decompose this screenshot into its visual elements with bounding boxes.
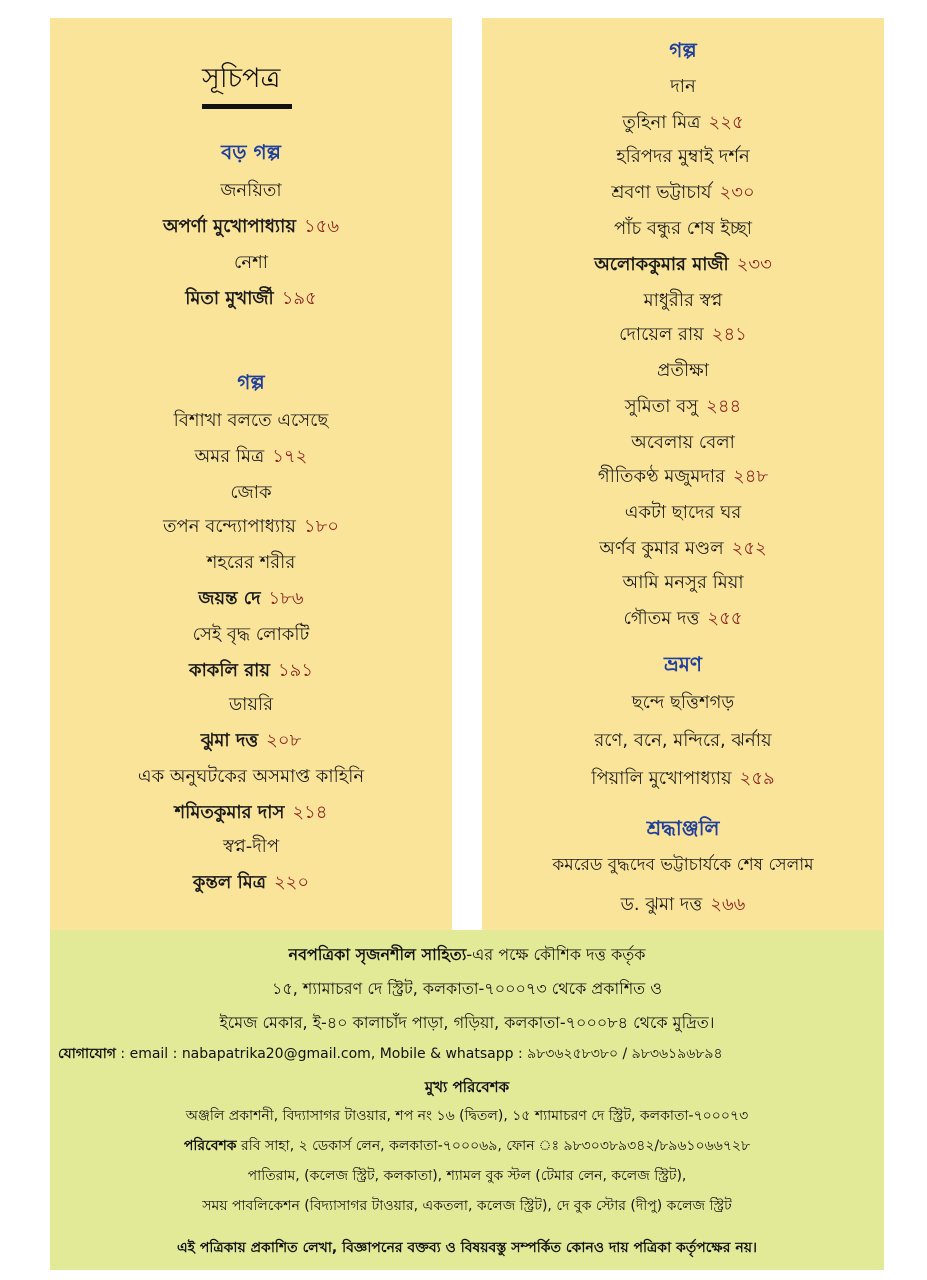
title-underline xyxy=(202,104,292,109)
distributor-line-3: পাতিরাম, (কলেজ স্ট্রিট, কলকাতা), শ্যামল বুক স্টল (টেমার লেন, কলেজ স্ট্রিট), xyxy=(247,1168,687,1184)
story-title: পাঁচ বন্ধুর শেষ ইচ্ছা xyxy=(614,218,752,239)
distributor-line-2 xyxy=(50,1134,884,1158)
author-line xyxy=(50,868,452,899)
page-number: ১৫৬ xyxy=(303,216,340,237)
author-line xyxy=(482,108,884,139)
section-heading-golpo: গল্প xyxy=(237,370,265,394)
author-name: তুহিনা মিত্র xyxy=(622,112,701,133)
page-number: ২৪৮ xyxy=(733,466,769,487)
story-title: ডায়রি xyxy=(228,694,274,715)
story-title: জোক xyxy=(230,482,272,503)
page-number: ২০৮ xyxy=(266,730,302,751)
author-name: অমর মিত্র xyxy=(194,446,265,467)
story-title: সেই বৃদ্ধ লোকটি xyxy=(192,624,310,645)
author-name: সুমিতা বসু xyxy=(624,396,699,417)
section-heading-shraddhanjali: শ্রদ্ধাঞ্জলি xyxy=(646,816,720,840)
author-line xyxy=(50,726,452,757)
contact-line xyxy=(50,1042,884,1066)
section-heading-boro-golpo: বড় গল্প xyxy=(221,140,281,164)
distributor-line-4: সময় পাবলিকেশন (বিদ্যাসাগর টাওয়ার, একতলা, কলেজ স্ট্রিট), দে বুক স্টোর (দীপু) কলেজ স্ট্রিট xyxy=(202,1198,732,1214)
story-title: হরিপদর মুম্বাই দর্শন xyxy=(616,146,750,167)
author-line xyxy=(482,534,884,565)
page-number: ২২০ xyxy=(273,872,310,893)
author-line xyxy=(50,284,452,315)
story-title: নেশা xyxy=(234,252,268,273)
page-number: ২১৪ xyxy=(292,802,328,823)
publisher-name: নবপত্রিকা সৃজনশীল সাহিত্য xyxy=(288,945,467,964)
page-number: ২৬৬ xyxy=(710,894,746,915)
story-title: জনয়িতা xyxy=(220,180,282,201)
author-line xyxy=(482,250,884,281)
author-name: ঝুমা দত্ত xyxy=(200,730,259,751)
disclaimer: এই পত্রিকায় প্রকাশিত লেখা, বিজ্ঞাপনের বক্তব্য ও বিষয়বস্তু সম্পর্কিত কোনও দায় পত্রিকা কর্তৃপক্ষের নয়। xyxy=(177,1240,757,1256)
page-number: ১৮৬ xyxy=(268,588,304,609)
author-line xyxy=(482,604,884,635)
author-name: মিতা মুখার্জী xyxy=(185,288,274,309)
author-line xyxy=(482,462,884,493)
author-line xyxy=(50,212,452,243)
author-name: শমিতকুমার দাস xyxy=(174,802,285,823)
publisher-line xyxy=(50,942,884,969)
contents-right-panel xyxy=(482,18,884,930)
address-line-1: ১৫, শ্যামাচরণ দে স্ট্রিট, কলকাতা-৭০০০৭৩ থেকে প্রকাশিত ও xyxy=(271,979,663,998)
author-name: কাকলি রায় xyxy=(188,660,270,681)
author-line xyxy=(50,798,452,829)
page-number: ১৮০ xyxy=(303,516,339,537)
author-line xyxy=(50,442,452,473)
author-name: জয়ন্ত দে xyxy=(198,588,261,609)
author-line xyxy=(50,512,452,543)
author-name: অপর্ণা মুখোপাধ্যায় xyxy=(162,216,296,237)
page-number: ১৯৫ xyxy=(281,288,317,309)
page-number: ২৫৯ xyxy=(739,768,775,789)
story-title: রণে, বনে, মন্দিরে, ঝর্নায় xyxy=(594,730,772,751)
page-number: ২২৫ xyxy=(708,112,744,133)
story-title: মাধুরীর স্বপ্ন xyxy=(643,290,723,311)
author-line xyxy=(482,392,884,423)
author-name: অলোককুমার মাজী xyxy=(594,254,729,275)
story-title: স্বপ্ন-দীপ xyxy=(222,836,280,857)
page-number: ২৫৫ xyxy=(707,608,743,629)
author-line xyxy=(482,320,884,351)
distributor-line-1: অঞ্জলি প্রকাশনী, বিদ্যাসাগর টাওয়ার, শপ নং ১৬ (দ্বিতল), ১৫ শ্যামাচরণ দে স্ট্রিট, কলকাতা-৭০০০৭৩ xyxy=(185,1108,749,1124)
author-name: গৌতম দত্ত xyxy=(623,608,700,629)
page-number: ২৪১ xyxy=(711,324,747,345)
section-heading-bhromon: ভ্রমণ xyxy=(664,652,702,676)
imprint-footer xyxy=(50,930,884,1270)
story-title: একটা ছাদের ঘর xyxy=(624,502,742,523)
distributor-heading: মুখ্য পরিবেশক xyxy=(424,1078,510,1096)
page-number: ২৫২ xyxy=(731,538,767,559)
contact-label: যোগাযোগ xyxy=(58,1046,116,1062)
page-number: ২৪৪ xyxy=(706,396,742,417)
author-line xyxy=(482,178,884,209)
author-line xyxy=(482,764,884,795)
contents-title: সূচিপত্র xyxy=(202,63,281,94)
author-name: গীতিকণ্ঠ মজুমদার xyxy=(597,466,725,487)
author-line xyxy=(50,656,452,687)
story-title: কমরেড বুদ্ধদেব ভট্টাচার্যকে শেষ সেলাম xyxy=(552,855,814,875)
page-number: ১৯১ xyxy=(277,660,313,681)
author-line xyxy=(482,890,884,921)
story-title: দান xyxy=(670,76,696,97)
story-title: আমি মনসুর মিয়া xyxy=(622,572,744,593)
author-name: শ্রবণা ভট্টাচার্য xyxy=(611,182,712,203)
publisher-rest: -এর পক্ষে কৌশিক দত্ত কর্তৃক xyxy=(466,945,646,964)
author-name: তপন বন্দ্যোপাধ্যায় xyxy=(163,516,296,537)
story-title: অবেলায় বেলা xyxy=(631,432,735,453)
distributor-label: পরিবেশক xyxy=(183,1138,237,1154)
author-name: দোয়েল রায় xyxy=(619,324,704,345)
section-heading-golpo: গল্প xyxy=(669,38,697,62)
author-name: পিয়ালি মুখোপাধ্যায় xyxy=(591,768,732,789)
story-title: বিশাখা বলতে এসেছে xyxy=(173,410,329,431)
story-title: প্রতীক্ষা xyxy=(657,360,709,381)
page-number: ২৩০ xyxy=(719,182,755,203)
story-title: এক অনুঘটকের অসমাপ্ত কাহিনি xyxy=(137,766,365,787)
author-name: অর্ণব কুমার মণ্ডল xyxy=(599,538,724,559)
author-name: ড. ঝুমা দত্ত xyxy=(620,894,703,915)
author-name: কুন্তল মিত্র xyxy=(192,872,266,893)
distributor-text: রবি সাহা, ২ ডেকার্স লেন, কলকাতা-৭০০০৬৯, ফোন ঃ ৯৮৩০৩৮৯৩৪২/৮৯৬১০৬৬৭২৮ xyxy=(236,1138,751,1154)
page-number: ১৭২ xyxy=(272,446,308,467)
page-number: ২৩৩ xyxy=(736,254,772,275)
author-line xyxy=(50,584,452,615)
address-line-2: ইমেজ মেকার, ই-৪০ কালাচাঁদ পাড়া, গড়িয়া, কলকাতা-৭০০০৮৪ থেকে মুদ্রিত। xyxy=(219,1013,715,1032)
story-title: শহরের শরীর xyxy=(206,552,296,573)
story-title: ছন্দে ছত্তিশগড় xyxy=(631,692,735,713)
contact-text: : email : nabapatrika20@gmail.com, Mobile & whatsapp : ৯৮৩৬২৫৮৩৮০ / ৯৮৩৬১৯৬৮৯৪ xyxy=(115,1046,723,1062)
contents-left-panel xyxy=(50,18,452,930)
